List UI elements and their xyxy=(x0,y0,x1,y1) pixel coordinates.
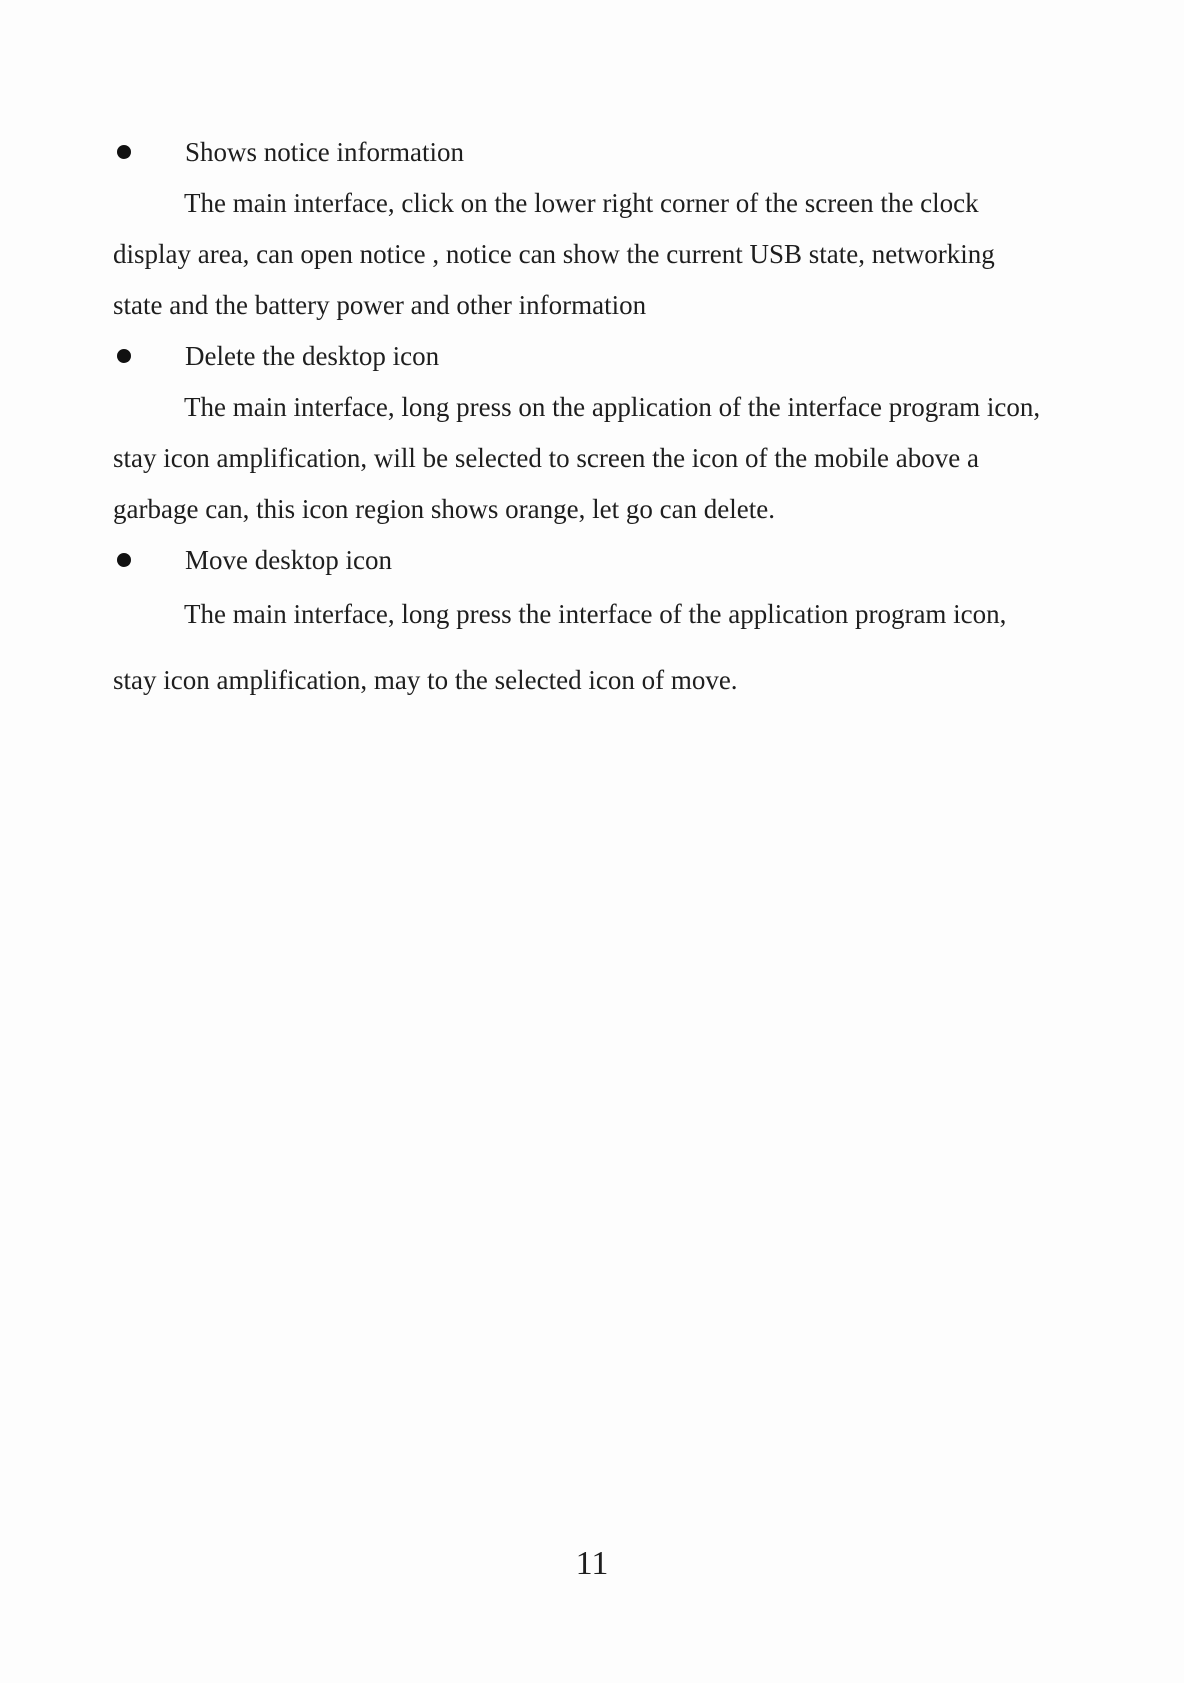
page-number: 11 xyxy=(575,1545,609,1582)
paragraph-line: The main interface, click on the lower right corner of the screen the clock xyxy=(184,188,979,218)
bullet-icon xyxy=(117,145,131,159)
section-heading: Move desktop icon xyxy=(185,545,392,575)
bullet-icon xyxy=(117,553,131,567)
paragraph-line: garbage can, this icon region shows orange, let go can delete. xyxy=(113,494,776,524)
section-heading: Shows notice information xyxy=(185,137,464,167)
paragraph-line: The main interface, long press the interface of the application program icon, xyxy=(184,599,1007,629)
paragraph-line: state and the battery power and other information xyxy=(113,290,647,320)
paragraph-line: display area, can open notice , notice can show the current USB state, networking xyxy=(113,239,995,269)
bullet-icon xyxy=(117,349,131,363)
paragraph-line: stay icon amplification, will be selected to screen the icon of the mobile above a xyxy=(113,443,979,473)
paragraph-line: The main interface, long press on the application of the interface program icon, xyxy=(184,392,1041,422)
section-heading: Delete the desktop icon xyxy=(185,341,440,371)
paragraph-line: stay icon amplification, may to the selected icon of move. xyxy=(113,665,738,695)
